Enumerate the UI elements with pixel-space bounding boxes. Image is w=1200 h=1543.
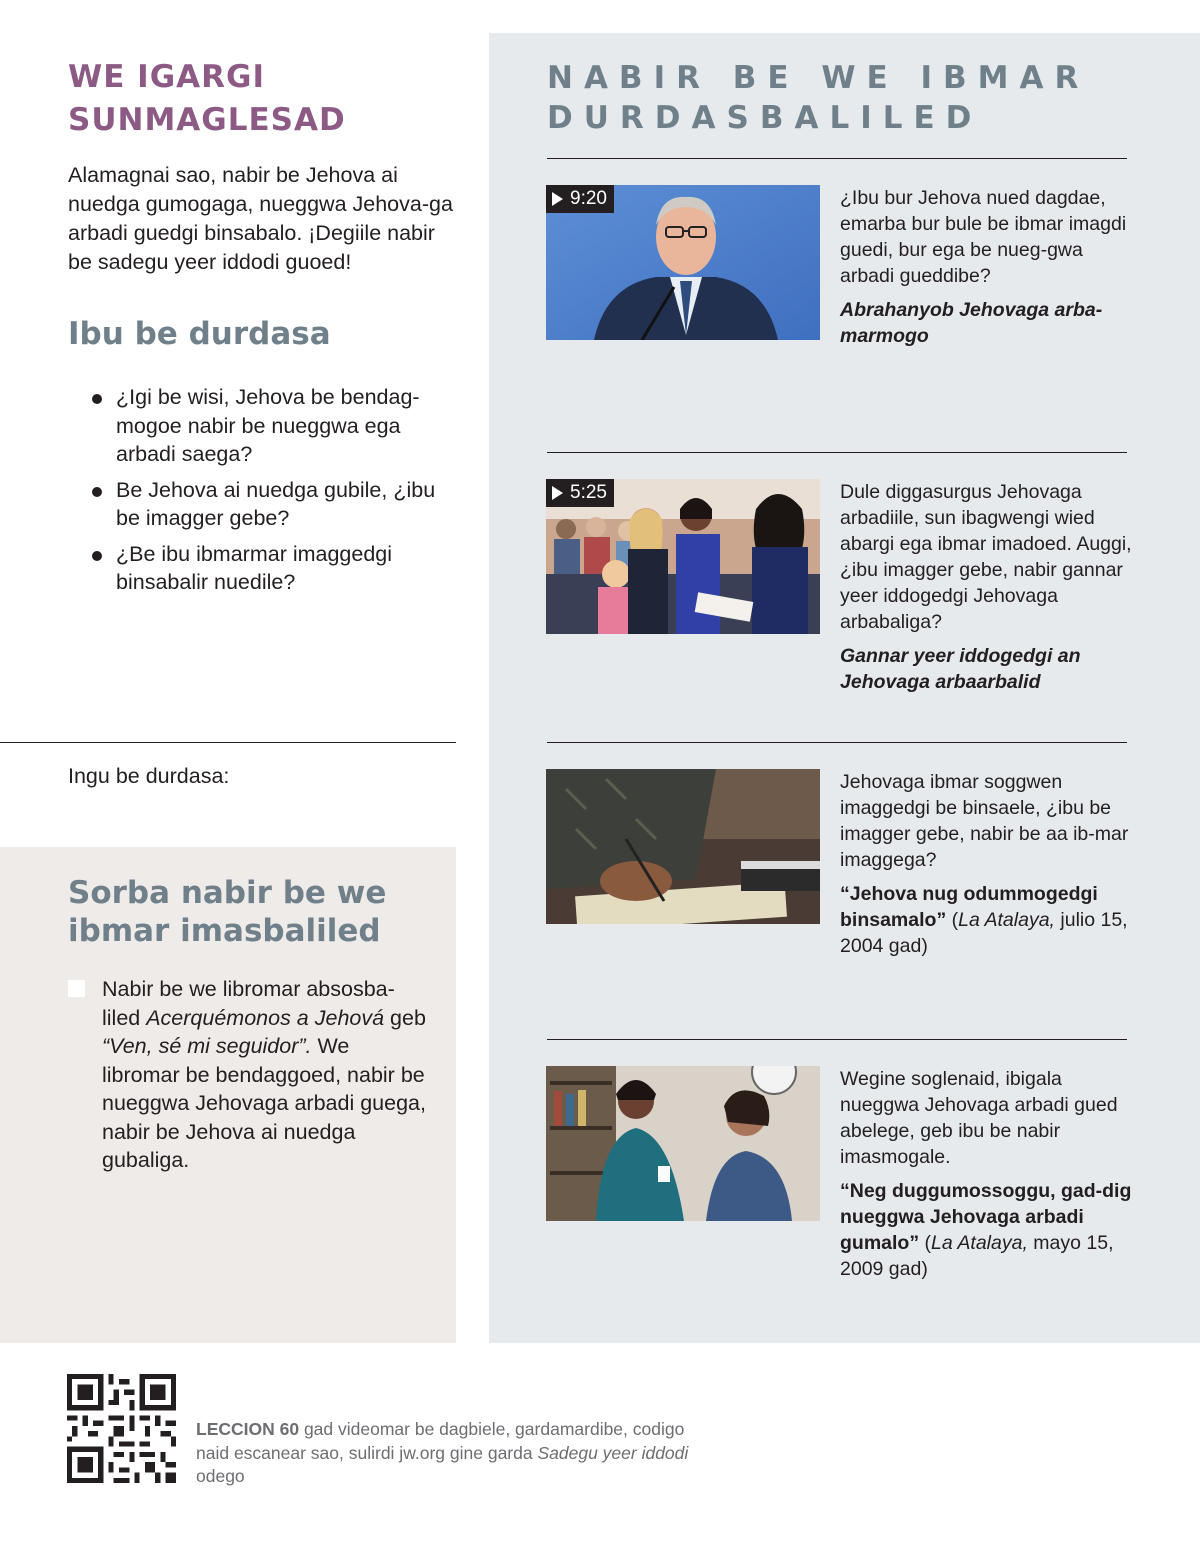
reference-date: julio 15, 2004 gad) [840,909,1128,957]
review-question-text: ¿Igi be wisi, Jehova be bendag-mogoe nabir be nueggwa ega arbadi saega? [116,385,420,466]
review-title: Ibu be durdasa [68,316,331,352]
footer-text [196,1418,696,1489]
bullet-icon [92,551,102,561]
goal-label: Ingu be durdasa: [68,764,230,788]
book-title: “Ven, sé mi seguidor”. [102,1034,312,1058]
bullet-icon [92,394,102,404]
research-item [68,975,428,1175]
explore-title [547,58,1147,138]
research-title [68,874,448,950]
research-panel [0,847,456,1343]
publication-name: La Atalaya, [931,1232,1028,1254]
summary-title-line2: SUNMAGLESAD [68,102,346,138]
video-duration: 9:20 [570,188,607,209]
brochure-title: Sadegu yeer iddodi [537,1442,689,1463]
summary-text: Alamagnai sao, nabir be Jehova ai nuedga gumogaga, nueggwa Jehova-ga arbadi guedgi binsabalo. ¡Degiile nabir be sadegu yeer iddodi guoed! [68,163,453,274]
bullet-icon [92,487,102,497]
article-title-link[interactable]: “Jehova nug odummogedgi binsamalo” [840,883,1098,931]
explore-question: Dule diggasurgus Jehovaga arbadiile, sun ibagwengi wied abargi ega ibmar imadoed. Auggi, ¿ibu imagger gebe, nabir gannar yeer iddogedgi Jehovaga arbabaliga? [840,481,1132,633]
qr-code-icon[interactable] [67,1374,176,1483]
explore-item-text [840,185,1135,349]
explore-item-text [840,479,1135,695]
explore-reference [840,1178,1135,1282]
video-title-link[interactable]: Gannar yeer iddogedgi an Jehovaga arbaarbalid [840,645,1081,693]
review-question [92,476,452,533]
explore-item-text [840,769,1135,959]
book-title: Acerquémonos a Jehová [146,1005,385,1030]
research-text-part: geb [384,1005,426,1030]
footer-text-part: odego [196,1466,245,1486]
explore-title-line1: NABIR BE WE IBMAR [547,60,1090,96]
explore-question: ¿Ibu bur Jehova nued dagdae, emarba bur bule be ibmar imagdi guedi, bur ega be nueg-gwa arbadi gueddibe? [840,187,1127,287]
article-title-link[interactable]: “Neg duggumossoggu, gad-dig nueggwa Jehovaga arbadi gumalo” [840,1180,1132,1254]
explore-item-text [840,1066,1135,1282]
review-question [92,383,452,469]
explore-reference [840,297,1135,349]
research-text-part: We libromar be bendaggoed, nabir be nueggwa Jehovaga arbadi guega, nabir be Jehova ai nuedga gubaliga. [102,1034,426,1172]
footer-text-part: gad videomar be dagbiele, gardamardibe, codigo naid escanear sao, sulirdi jw.org gine garda [196,1419,685,1463]
research-title-line1: Sorba nabir be we [68,875,387,911]
research-checkbox[interactable] [68,980,85,997]
video-duration-badge [546,479,614,507]
explore-panel [489,33,1200,1343]
explore-reference [840,881,1135,959]
review-question-text: Be Jehova ai nuedga gubile, ¿ibu be imagger gebe? [116,477,436,530]
divider [547,452,1127,453]
article-image-nurses [546,1066,820,1221]
divider [547,1039,1127,1040]
video-thumbnail-congregation[interactable] [546,479,820,634]
divider [547,158,1127,159]
divider [547,742,1127,743]
reference-date: mayo 15, 2009 gad) [840,1232,1114,1280]
review-question-text: ¿Be ibu ibmarmar imaggedgi binsabalir nuedile? [116,541,393,594]
video-duration-badge [546,185,614,213]
summary-title-line1: WE IGARGI [68,59,265,95]
explore-reference [840,643,1135,695]
nurses-image [546,1066,820,1221]
reference-text: ( [919,1232,932,1254]
writing-image [546,769,820,924]
video-title-link[interactable]: Abrahanyob Jehovaga arba-marmogo [840,299,1103,347]
explore-question: Wegine soglenaid, ibigala nueggwa Jehovaga arbadi gued abelege, geb ibu be nabir imasmogale. [840,1068,1118,1168]
divider [0,742,456,743]
review-question [92,540,452,597]
research-title-line2: ibmar imasbaliled [68,913,381,949]
research-text-part: Nabir be we libromar absosba-liled [102,977,395,1030]
review-question-list [92,383,452,604]
video-duration: 5:25 [570,482,607,503]
video-thumbnail-speaker[interactable] [546,185,820,340]
reference-text: ( [946,909,959,931]
research-text [102,975,428,1175]
publication-name: La Atalaya, [958,909,1055,931]
explore-title-line2: DURDASBALILED [547,100,983,136]
explore-question: Jehovaga ibmar soggwen imaggedgi be binsaele, ¿ibu be imagger gebe, nabir be aa ib-mar imaggega? [840,771,1129,871]
lesson-number: LECCION 60 [196,1419,300,1439]
summary-title [68,56,448,142]
article-image-writing [546,769,820,924]
play-icon [552,192,563,206]
play-icon [552,486,563,500]
